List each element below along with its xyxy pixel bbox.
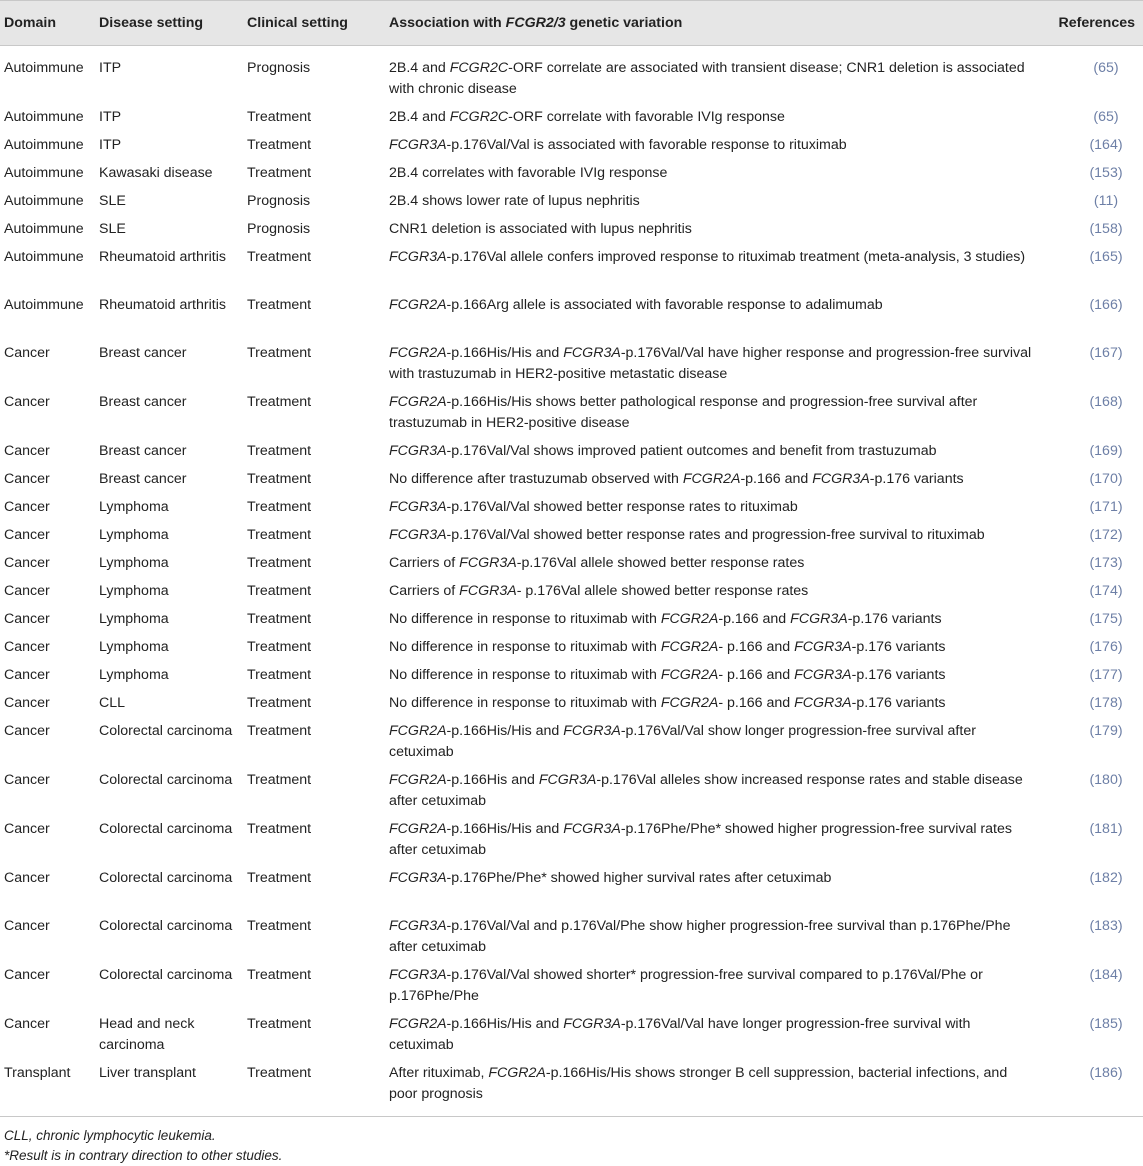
association-text: -p.176Val/Val showed better response rates to rituximab: [446, 499, 798, 515]
table-row: [0, 385, 1143, 434]
cell-clinical-setting: Treatment: [247, 667, 312, 683]
cell-association: [385, 763, 1043, 812]
cell-reference-link[interactable]: (172): [1089, 527, 1123, 543]
cell-domain: Cancer: [4, 1016, 50, 1032]
table-row: [0, 336, 1143, 385]
table-row: [0, 434, 1143, 462]
gene-name: FCGR3A: [459, 583, 517, 599]
association-text: No difference in response to rituximab with: [389, 667, 661, 683]
table-row: [0, 658, 1143, 686]
association-text: -p.166His/His and: [446, 1016, 564, 1032]
cell-association: [385, 602, 1043, 630]
association-text: No difference in response to rituximab with: [389, 695, 661, 711]
cell-reference-link[interactable]: (185): [1089, 1016, 1123, 1032]
cell-disease-setting: Breast cancer: [99, 394, 187, 410]
header-disease-setting: Disease setting: [95, 1, 243, 46]
cell-reference-link[interactable]: (65): [1093, 60, 1119, 76]
gene-name: FCGR2A: [660, 611, 719, 627]
cell-reference-link[interactable]: (167): [1089, 345, 1123, 361]
cell-association: [385, 630, 1043, 658]
cell-clinical-setting: Treatment: [247, 967, 312, 983]
cell-reference-link[interactable]: (184): [1089, 967, 1123, 983]
cell-clinical-setting: Prognosis: [247, 193, 311, 209]
cell-disease-setting: Breast cancer: [99, 345, 187, 361]
association-text: -p.166 and: [740, 471, 813, 487]
association-text: -p.176Val/Val showed shorter* progression-free survival compared to p.176Val/Phe or p.176Phe/Phe: [389, 967, 983, 1004]
gene-name: FCGR3A: [389, 137, 447, 153]
association-text: -p.166 and: [718, 611, 791, 627]
cell-association: [385, 156, 1043, 184]
association-text: -p.176 variants: [851, 695, 946, 711]
table-row: [0, 546, 1143, 574]
cell-clinical-setting: Treatment: [247, 870, 312, 886]
cell-clinical-setting: Treatment: [247, 443, 312, 459]
cell-association: [385, 909, 1043, 958]
cell-domain: Cancer: [4, 471, 50, 487]
association-text: After rituximab,: [389, 1065, 489, 1081]
cell-clinical-setting: Treatment: [247, 345, 312, 361]
cell-clinical-setting: Treatment: [247, 394, 312, 410]
cell-association: [385, 434, 1043, 462]
cell-disease-setting: Colorectal carcinoma: [99, 918, 233, 934]
association-text: -p.176Val/Val is associated with favorable response to rituximab: [446, 137, 847, 153]
cell-disease-setting: Colorectal carcinoma: [99, 772, 233, 788]
table-row: [0, 763, 1143, 812]
cell-clinical-setting: Treatment: [247, 165, 312, 181]
cell-disease-setting: Breast cancer: [99, 443, 187, 459]
cell-reference-link[interactable]: (171): [1089, 499, 1123, 515]
cell-clinical-setting: Treatment: [247, 918, 312, 934]
gene-name: FCGR3A: [389, 249, 447, 265]
cell-disease-setting: ITP: [99, 109, 122, 125]
cell-domain: Cancer: [4, 611, 50, 627]
table-row: [0, 518, 1143, 546]
cell-clinical-setting: Treatment: [243, 1056, 385, 1117]
association-text: -ORF correlate are associated with transient disease; CNR1 deletion is associated with chronic disease: [389, 60, 1025, 97]
cell-disease-setting: Kawasaki disease: [99, 165, 213, 181]
association-text: - p.176Val allele showed better response rates: [516, 583, 809, 599]
cell-association: [385, 240, 1043, 288]
gene-name: FCGR3A: [790, 611, 848, 627]
cell-domain: Cancer: [4, 918, 50, 934]
table-row: [0, 958, 1143, 1007]
table-row: [0, 288, 1143, 336]
table-row: [0, 1056, 1143, 1117]
cell-domain: Autoimmune: [4, 221, 84, 237]
cell-association: [385, 462, 1043, 490]
cell-reference-link[interactable]: (164): [1089, 137, 1123, 153]
association-text: -p.176Val/Val and p.176Val/Phe show higher progression-free survival than p.176Phe/Phe after cetuximab: [389, 918, 1011, 955]
cell-domain: Autoimmune: [4, 109, 84, 125]
cell-domain: Cancer: [4, 870, 50, 886]
cell-disease-setting: Lymphoma: [99, 527, 169, 543]
cell-clinical-setting: Prognosis: [247, 221, 311, 237]
association-text: -p.176Phe/Phe* showed higher survival rates after cetuximab: [446, 870, 832, 886]
table-row: [0, 184, 1143, 212]
cell-disease-setting: CLL: [99, 695, 126, 711]
gene-name: FCGR2A: [389, 821, 447, 837]
table-row: [0, 574, 1143, 602]
gene-name: FCGR3A: [812, 471, 870, 487]
gene-name: FCGR3A: [389, 443, 447, 459]
association-text: Carriers of: [389, 583, 460, 599]
cell-association: [385, 490, 1043, 518]
cell-reference-link[interactable]: (181): [1089, 821, 1123, 837]
cell-disease-setting: Colorectal carcinoma: [99, 967, 233, 983]
association-text: -p.176Val/Val have longer progression-free survival with cetuximab: [389, 1016, 971, 1053]
gene-name: FCGR3A: [563, 821, 621, 837]
gene-name: FCGR2A: [389, 297, 447, 313]
cell-reference-link[interactable]: (11): [1093, 193, 1119, 209]
cell-association: [385, 46, 1043, 101]
gene-name: FCGR2A: [389, 345, 447, 361]
table-row: [0, 686, 1143, 714]
association-text: -p.166His/His shows better pathological response and progression-free survival after trastuzumab in HER2-positive disease: [389, 394, 978, 431]
cell-association: [385, 812, 1043, 861]
association-text: No difference in response to rituximab with: [389, 639, 661, 655]
cell-association: [385, 128, 1043, 156]
cell-clinical-setting: Treatment: [247, 137, 312, 153]
table-row: [0, 602, 1143, 630]
table-row: [0, 212, 1143, 240]
cell-domain: Cancer: [4, 394, 50, 410]
cell-disease-setting: Lymphoma: [99, 611, 169, 627]
cell-domain: Autoimmune: [4, 249, 84, 265]
gene-name: FCGR3A: [794, 667, 852, 683]
table-row: [0, 128, 1143, 156]
cell-disease-setting: ITP: [99, 60, 122, 76]
cell-clinical-setting: Treatment: [247, 249, 312, 265]
cell-association: [385, 1056, 1043, 1117]
gene-name: FCGR3A: [389, 499, 447, 515]
cell-reference-link[interactable]: (186): [1043, 1056, 1143, 1117]
cell-reference-link[interactable]: (173): [1089, 555, 1123, 571]
cell-clinical-setting: Treatment: [247, 821, 312, 837]
cell-disease-setting: Colorectal carcinoma: [99, 870, 233, 886]
header-domain: Domain: [0, 1, 95, 46]
association-text: -p.176Val/Val have higher response and progression-free survival with trastuzumab in HER2-positive metastatic disease: [389, 345, 1032, 382]
cell-association: [385, 686, 1043, 714]
association-text: -p.166Arg allele is associated with favorable response to adalimumab: [446, 297, 883, 313]
cell-clinical-setting: Prognosis: [247, 60, 311, 76]
association-text: -p.176 variants: [869, 471, 964, 487]
cell-disease-setting: Colorectal carcinoma: [99, 821, 233, 837]
table-row: [0, 909, 1143, 958]
cell-disease-setting: Lymphoma: [99, 583, 169, 599]
association-text: -p.176 variants: [851, 639, 946, 655]
association-text: -p.166His/His and: [446, 345, 564, 361]
cell-disease-setting: Rheumatoid arthritis: [99, 297, 226, 313]
association-text: - p.166 and: [718, 695, 795, 711]
cell-disease-setting: Colorectal carcinoma: [99, 723, 233, 739]
cell-domain: Autoimmune: [4, 137, 84, 153]
association-text: No difference in response to rituximab with: [389, 611, 661, 627]
cell-association: [385, 574, 1043, 602]
header-association: [385, 1, 1043, 46]
cell-disease-setting: Lymphoma: [99, 499, 169, 515]
cell-association: [385, 861, 1043, 909]
cell-domain: Cancer: [4, 639, 50, 655]
cell-reference-link[interactable]: (178): [1089, 695, 1123, 711]
gene-name: FCGR2A: [660, 695, 719, 711]
cell-domain: Cancer: [4, 443, 50, 459]
cell-disease-setting: Lymphoma: [99, 639, 169, 655]
cell-clinical-setting: Treatment: [247, 499, 312, 515]
cell-domain: Cancer: [4, 527, 50, 543]
association-text: -p.176Val/Val shows improved patient outcomes and benefit from trastuzumab: [446, 443, 937, 459]
cell-domain: Cancer: [4, 499, 50, 515]
association-text: No difference after trastuzumab observed with: [389, 471, 683, 487]
table-row: [0, 630, 1143, 658]
cell-reference-link[interactable]: (65): [1093, 109, 1119, 125]
gene-name: FCGR2A: [389, 394, 447, 410]
association-text: -p.176 variants: [847, 611, 942, 627]
association-text: -p.176Val/Val show longer progression-free survival after cetuximab: [389, 723, 976, 760]
table-row: [0, 1007, 1143, 1056]
association-text: -p.176Phe/Phe* showed higher progression-free survival rates after cetuximab: [389, 821, 1012, 858]
cell-reference-link[interactable]: (166): [1089, 297, 1123, 313]
cell-reference-link[interactable]: (175): [1089, 611, 1123, 627]
cell-disease-setting: Lymphoma: [99, 667, 169, 683]
cell-disease-setting: SLE: [99, 221, 126, 237]
cell-domain: Cancer: [4, 555, 50, 571]
cell-clinical-setting: Treatment: [247, 555, 312, 571]
association-text: -p.176Val/Val showed better response rates and progression-free survival to rituximab: [446, 527, 985, 543]
cell-association: [385, 288, 1043, 336]
cell-reference-link[interactable]: (176): [1089, 639, 1123, 655]
cell-reference-link[interactable]: (174): [1089, 583, 1123, 599]
association-text: -p.176 variants: [851, 667, 946, 683]
cell-clinical-setting: Treatment: [247, 527, 312, 543]
cell-association: [385, 385, 1043, 434]
association-text: -p.166His/His and: [446, 821, 564, 837]
header-references: References: [1043, 1, 1143, 46]
cell-domain: Autoimmune: [4, 193, 84, 209]
association-text: 2B.4 correlates with favorable IVIg response: [389, 165, 668, 181]
cell-domain: Cancer: [4, 821, 50, 837]
cell-disease-setting: ITP: [99, 137, 122, 153]
gene-name: FCGR3A: [538, 772, 597, 788]
gene-name: FCGR3A: [563, 1016, 621, 1032]
cell-domain: Cancer: [4, 967, 50, 983]
gene-name: FCGR2A: [488, 1065, 546, 1081]
cell-reference-link[interactable]: (180): [1089, 772, 1123, 788]
table-row: [0, 100, 1143, 128]
gene-name: FCGR3A: [389, 918, 447, 934]
cell-reference-link[interactable]: (177): [1089, 667, 1123, 683]
association-text: 2B.4 and: [389, 109, 450, 125]
footnote-cll: CLL, chronic lymphocytic leukemia.: [4, 1128, 216, 1143]
association-text: Carriers of: [389, 555, 460, 571]
footnote-contrary: *Result is in contrary direction to other studies.: [4, 1148, 283, 1163]
cell-association: [385, 212, 1043, 240]
cell-clinical-setting: Treatment: [247, 695, 312, 711]
gene-name: FCGR3A: [389, 967, 447, 983]
table-row: [0, 462, 1143, 490]
gene-name: FCGR3A: [459, 555, 517, 571]
association-text: CNR1 deletion is associated with lupus nephritis: [389, 221, 692, 237]
cell-reference-link[interactable]: (158): [1089, 221, 1123, 237]
gene-name: FCGR3A: [563, 345, 621, 361]
table-header: [0, 1, 1143, 46]
table-row: [0, 812, 1143, 861]
cell-disease-setting: SLE: [99, 193, 126, 209]
cell-domain: Cancer: [4, 345, 50, 361]
gene-name: FCGR2C: [449, 109, 509, 125]
table-body: [0, 46, 1143, 1117]
association-text: -p.166His/His shows stronger B cell suppression, bacterial infections, and poor prognosis: [389, 1065, 1008, 1102]
cell-clinical-setting: Treatment: [247, 611, 312, 627]
cell-association: [385, 100, 1043, 128]
cell-association: [385, 714, 1043, 763]
cell-reference-link[interactable]: (165): [1089, 249, 1123, 265]
cell-association: [385, 546, 1043, 574]
cell-clinical-setting: Treatment: [247, 639, 312, 655]
cell-disease-setting: Breast cancer: [99, 471, 187, 487]
table-row: [0, 714, 1143, 763]
gene-name: FCGR2A: [389, 772, 447, 788]
cell-disease-setting: Lymphoma: [99, 555, 169, 571]
association-text: -p.176Val allele showed better response rates: [516, 555, 805, 571]
cell-clinical-setting: Treatment: [247, 297, 312, 313]
header-association-post: genetic variation: [565, 15, 683, 31]
table-row: [0, 46, 1143, 101]
association-text: -p.166His and: [446, 772, 539, 788]
cell-disease-setting: Liver transplant: [95, 1056, 243, 1117]
gene-name: FCGR2A: [660, 639, 719, 655]
association-text: 2B.4 and: [389, 60, 450, 76]
cell-domain: Autoimmune: [4, 297, 84, 313]
cell-association: [385, 336, 1043, 385]
header-association-pre: Association with: [389, 15, 506, 31]
association-text: -ORF correlate with favorable IVIg response: [508, 109, 785, 125]
association-text: -p.166His/His and: [446, 723, 564, 739]
gene-name: FCGR3A: [389, 527, 447, 543]
cell-reference-link[interactable]: (168): [1089, 394, 1123, 410]
cell-clinical-setting: Treatment: [247, 723, 312, 739]
gene-name: FCGR3A: [794, 639, 852, 655]
header-association-gene: FCGR2/3: [505, 15, 566, 31]
cell-association: [385, 658, 1043, 686]
cell-domain: Autoimmune: [4, 165, 84, 181]
table-row: [0, 490, 1143, 518]
cell-clinical-setting: Treatment: [247, 1016, 312, 1032]
cell-reference-link[interactable]: (179): [1089, 723, 1123, 739]
cell-reference-link[interactable]: (182): [1089, 870, 1123, 886]
gene-name: FCGR2A: [389, 1016, 447, 1032]
table-row: [0, 240, 1143, 288]
cell-domain: Cancer: [4, 583, 50, 599]
gene-name: FCGR2C: [449, 60, 509, 76]
cell-reference-link[interactable]: (153): [1089, 165, 1123, 181]
association-text: - p.166 and: [718, 639, 795, 655]
cell-disease-setting: Rheumatoid arthritis: [99, 249, 226, 265]
table-row: [0, 861, 1143, 909]
cell-association: [385, 958, 1043, 1007]
cell-clinical-setting: Treatment: [247, 471, 312, 487]
table-row: [0, 156, 1143, 184]
cell-reference-link[interactable]: (183): [1089, 918, 1123, 934]
cell-association: [385, 1007, 1043, 1056]
cell-reference-link[interactable]: (170): [1089, 471, 1123, 487]
cell-domain: Cancer: [4, 723, 50, 739]
cell-clinical-setting: Treatment: [247, 772, 312, 788]
cell-domain: Cancer: [4, 695, 50, 711]
header-clinical-setting: Clinical setting: [243, 1, 385, 46]
cell-clinical-setting: Treatment: [247, 109, 312, 125]
association-text: - p.166 and: [718, 667, 795, 683]
gene-name: FCGR2A: [660, 667, 719, 683]
cell-clinical-setting: Treatment: [247, 583, 312, 599]
cell-domain: Autoimmune: [4, 60, 84, 76]
association-text: -p.176Val alleles show increased response rates and stable disease after cetuximab: [389, 772, 1023, 809]
cell-association: [385, 518, 1043, 546]
cell-domain: Transplant: [0, 1056, 95, 1117]
gene-name: FCGR2A: [682, 471, 741, 487]
cell-domain: Cancer: [4, 667, 50, 683]
gene-name: FCGR2A: [389, 723, 447, 739]
association-text: -p.176Val allele confers improved response to rituximab treatment (meta-analysis, 3 studies): [446, 249, 1026, 265]
gene-name: FCGR3A: [389, 870, 447, 886]
cell-domain: Cancer: [4, 772, 50, 788]
cell-reference-link[interactable]: (169): [1089, 443, 1123, 459]
association-text: 2B.4 shows lower rate of lupus nephritis: [389, 193, 640, 209]
cell-disease-setting: Head and neck carcinoma: [99, 1016, 195, 1053]
gene-name: FCGR3A: [794, 695, 852, 711]
cell-association: [385, 184, 1043, 212]
gene-name: FCGR3A: [563, 723, 621, 739]
